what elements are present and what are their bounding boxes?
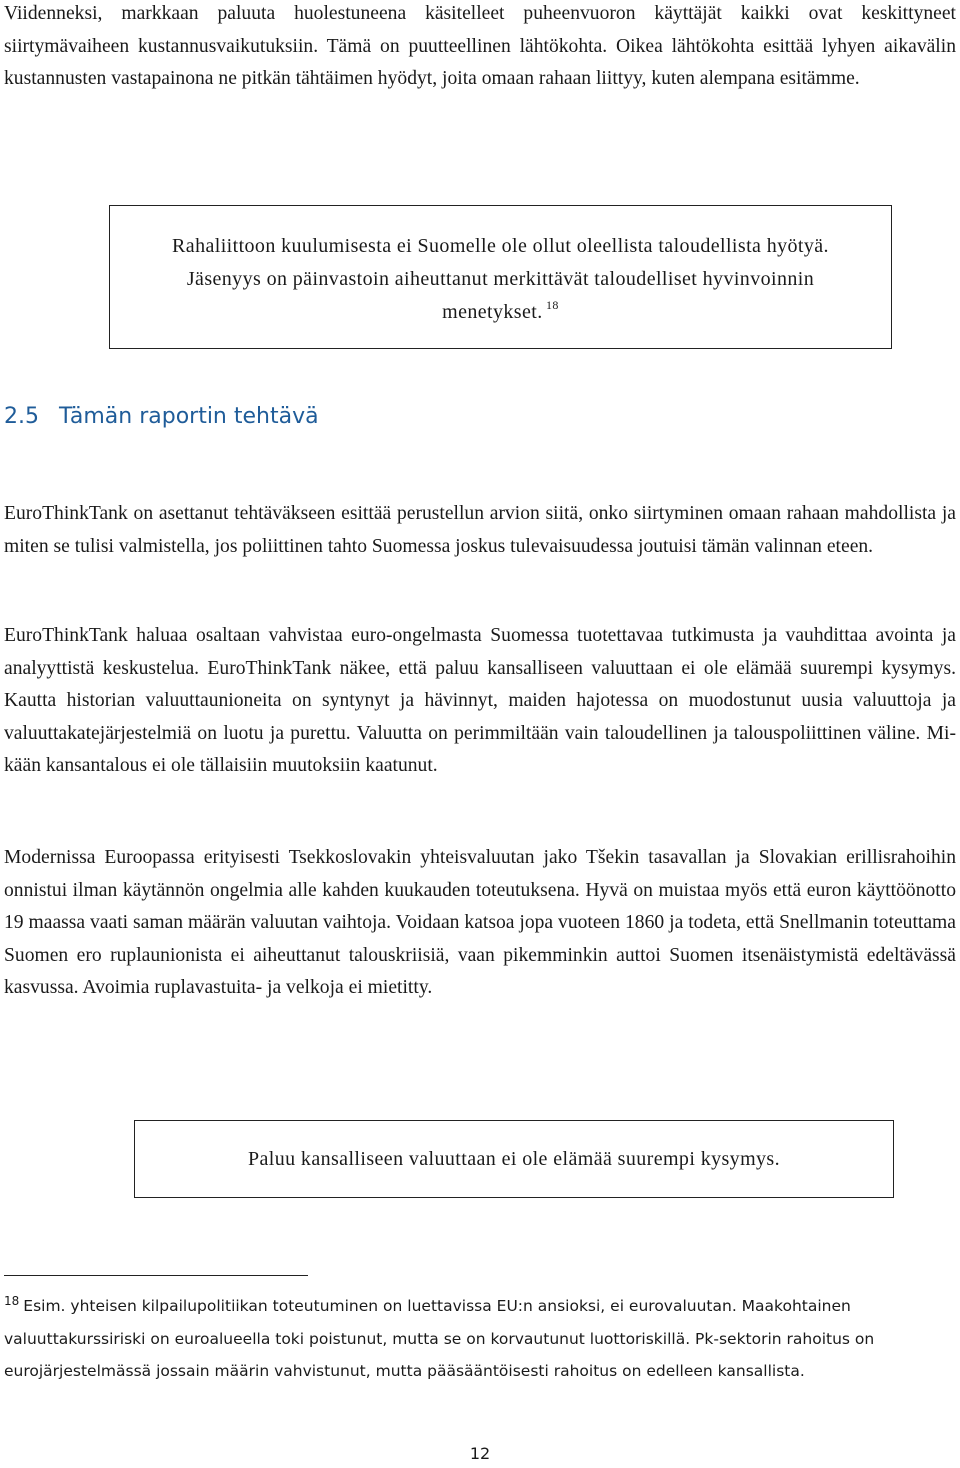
section-heading <box>4 404 319 429</box>
section-title: Tämän raportin tehtävä <box>59 404 319 429</box>
body-paragraph: EuroThinkTank haluaa osaltaan vahvistaa euro-ongelmasta Suomessa tuotettavaa tutkimusta ja vauhdittaa avointa ja analyyttistä keskustelua. EuroThinkTank näkee, että paluu kansalliseen valuuttaan ei ole elämää suurempi kysymys. Kautta historian valuuttaunioneita on syntynyt ja hävinnyt, maiden hajotessa on muodostunut uusia valuuttoja ja valuuttakatejärjestelmiä on luotu ja purettu. Valuutta on perimmiltään vain taloudellinen ja talouspoliittinen väline. Mikään kansantalous ei ole tällaisiin muutoksiin kaatunut. <box>4 625 956 776</box>
footnote <box>4 1290 956 1388</box>
footnote-number: 18 <box>4 1294 20 1308</box>
pull-quote-text: Paluu kansalliseen valuuttaan ei ole elämää suurempi kysymys. <box>247 1147 781 1170</box>
intro-paragraph: Viidenneksi, markkaan paluuta huolestuneena käsitelleet puheenvuoron käyttäjät kaikki ovat keskittyneet siirtymävaiheen kustannusvaikutuksiin. Tämä on puutteellinen lähtökohta. Oikea lähtökohta esittää lyhyen aikavälin kustannusten vastapainona ne pitkän tähtäimen hyödyt, joita omaan rahaan liittyy, kuten alempana esitämme. <box>4 3 956 89</box>
pull-quote-box <box>134 1120 894 1198</box>
section-number: 2.5 <box>4 404 39 429</box>
footnote-separator <box>4 1275 308 1276</box>
body-paragraph: EuroThinkTank on asettanut tehtäväkseen esittää perustellun arvion siitä, onko siirtyminen omaan rahaan mahdollista ja miten se tulisi valmistella, jos poliittinen tahto Suomessa joskus tulevaisuudessa joutuisi tämän valinnan eteen. <box>4 503 956 557</box>
footnote-text: Esim. yhteisen kilpailupolitiikan toteutuminen on luettavissa EU:n ansioksi, ei eurovaluutan. Maakohtainen valuuttakurssiriski on euroalueella toki poistunut, mutta se on korvautunut luottoriskillä. Pk-sektorin rahoitus on eurojärjestelmässä jossain määrin vahvistunut, mutta pääsääntöisesti rahoitus on edelleen kansallista. <box>4 1297 875 1380</box>
pull-quote-text <box>138 230 863 329</box>
body-paragraph: Modernissa Euroopassa erityisesti Tsekkoslovakin yhteisvaluutan jako Tšekin tasavallan ja Slovakian erillisrahoihin onnistui ilman käytännön ongelmia alle kahden kuukauden toteutuksena. Hyvä on muistaa myös että euron käyttöönotto 19 maassa vaati saman määrän valuutan vaihtoja. Voidaan katsoa jopa vuoteen 1860 ja todeta, että Snellmanin toteuttama Suomen ero ruplaunionista ei aiheuttanut talouskriisiä, vaan pikemminkin auttoi Suomen itsenäistymistä edeltävässä kasvussa. Avoimia ruplavastuita- ja velkoja ei mietitty. <box>4 847 956 998</box>
pull-quote-box <box>109 205 892 349</box>
page-number: 12 <box>469 1444 491 1463</box>
pull-quote-body: Rahaliittoon kuulumisesta ei Suomelle ole ollut oleellista taloudellista hyötyä. Jäsenyys on päinvastoin aiheuttanut merkittävät taloudelliset hyvinvoinnin menetykset. <box>172 234 829 323</box>
footnote-reference[interactable]: 18 <box>546 297 559 312</box>
